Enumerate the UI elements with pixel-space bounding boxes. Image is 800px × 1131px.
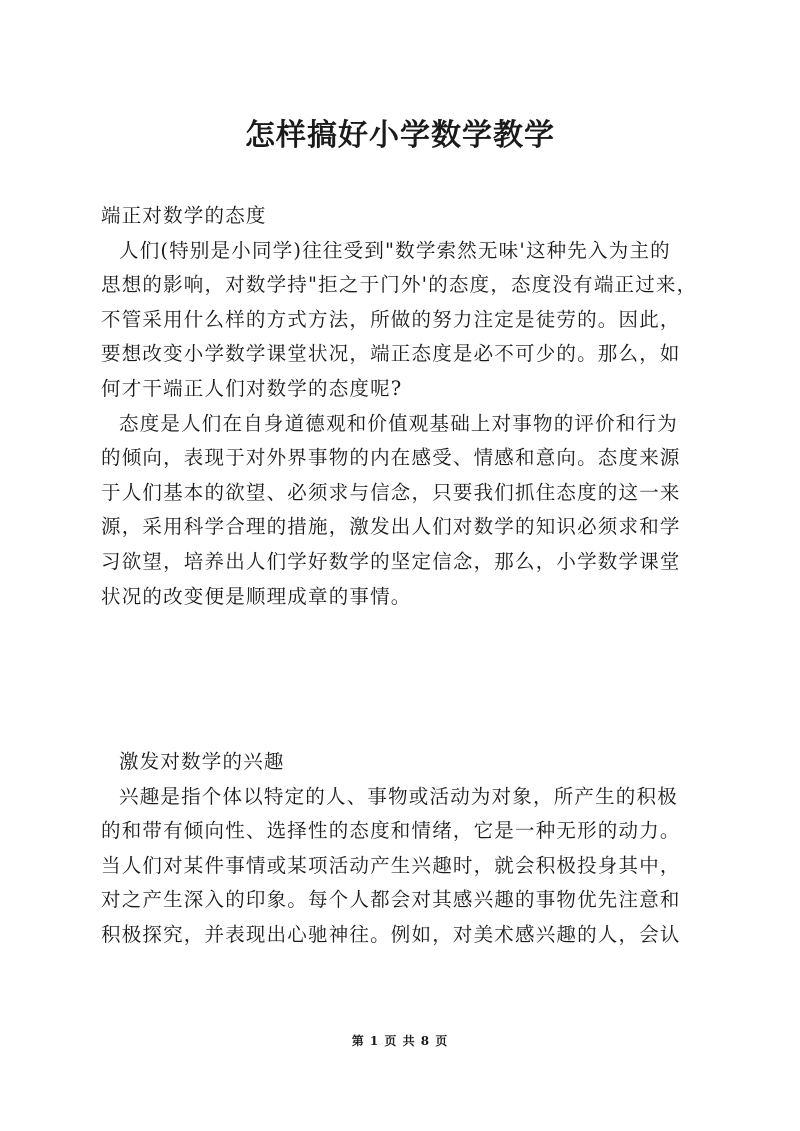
paragraph-line: 于人们基本的欲望、必须求与信念，只要我们抓住态度的这一来: [101, 480, 681, 504]
paragraph-line: 当人们对某件事情或某项活动产生兴趣时，就会积极投身其中，: [101, 853, 681, 877]
paragraph-line: 状况的改变便是顺理成章的事情。: [101, 584, 412, 608]
section-2: [101, 745, 706, 953]
paragraph-line: 的和带有倾向性、选择性的态度和情绪，它是一种无形的动力。: [101, 819, 681, 843]
paragraph-line: 要想改变小学数学课堂状况，端正态度是必不可少的。那么，如: [101, 342, 681, 366]
paragraph-line: 习欲望，培养出人们学好数学的坚定信念，那么，小学数学课堂: [101, 549, 681, 573]
document-title: 怎样搞好小学数学教学: [245, 118, 555, 153]
paragraph-line: 人们(特别是小同学)往往受到"数学索然无味'这种先入为主的: [119, 238, 671, 262]
section-1: [101, 199, 706, 614]
paragraph-line: 源，采用科学合理的措施，激发出人们对数学的知识必须求和学: [101, 515, 681, 539]
page-number-footer: 第 1 页 共 8 页: [351, 1034, 449, 1048]
section-heading: 激发对数学的兴趣: [119, 750, 285, 773]
paragraph-line: 不管采用什么样的方式方法，所做的努力注定是徒劳的。因此，: [101, 307, 681, 331]
paragraph-line: 兴趣是指个体以特定的人、事物或活动为对象，所产生的积极: [119, 784, 678, 808]
paragraph-line: 态度是人们在自身道德观和价值观基础上对事物的评价和行为: [119, 411, 678, 435]
paragraph-line: 何才干端正人们对数学的态度呢?: [101, 376, 403, 400]
paragraph-line: 对之产生深入的印象。每个人都会对其感兴趣的事物优先注意和: [101, 888, 681, 912]
paragraph-line: 思想的影响，对数学持"拒之于门外'的态度，态度没有端正过来，: [101, 273, 698, 297]
paragraph-line: 的倾向，表现于对外界事物的内在感受、情感和意向。态度来源: [101, 446, 681, 470]
section-heading: 端正对数学的态度: [101, 204, 267, 227]
paragraph-line: 积极探究，并表现出心驰神往。例如，对美术感兴趣的人，会认: [101, 922, 681, 946]
